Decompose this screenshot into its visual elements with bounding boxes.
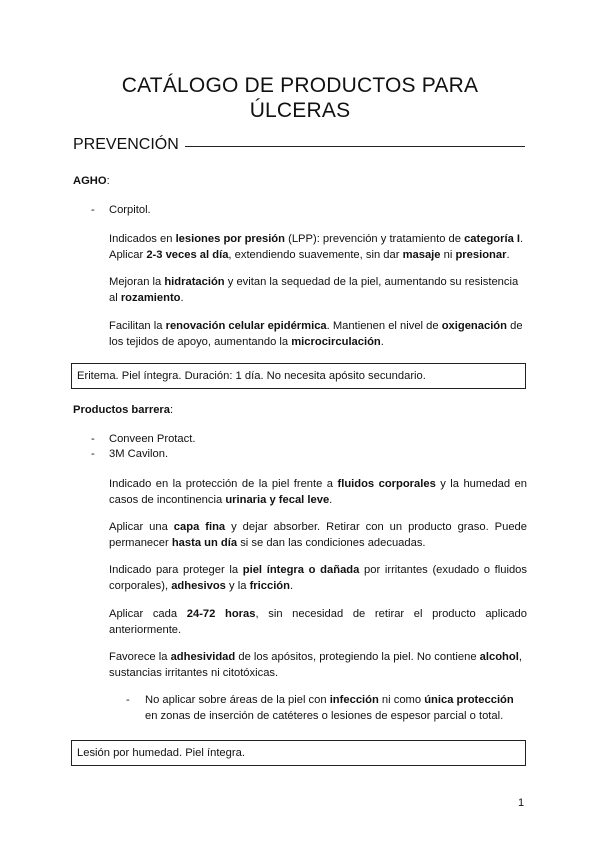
barrier-paragraph-3: Indicado para proteger la piel íntegra o dañada por irritantes (exudado o fluidos corporales), adhesivos y la fricción. bbox=[109, 564, 527, 592]
bullet-dash: - bbox=[91, 448, 95, 460]
barrier-item-cavilon: 3M Cavilon. bbox=[109, 448, 169, 460]
bullet-dash: - bbox=[91, 204, 95, 216]
barrier-warning: No aplicar sobre áreas de la piel con infección ni como única protección en zonas de inserción de catéteres o lesiones de espesor parcial o total. bbox=[145, 694, 514, 722]
section-heading-text: PREVENCIÓN bbox=[73, 136, 179, 153]
barrier-paragraph-5: Favorece la adhesividad de los apósitos, protegiendo la piel. No contiene alcohol, sustancias irritantes ni citotóxicas. bbox=[109, 651, 522, 679]
section-heading-prevencion bbox=[73, 136, 525, 154]
barrier-label: Productos barrera: bbox=[73, 404, 174, 416]
bullet-dash: - bbox=[91, 433, 95, 445]
barrier-paragraph-4: Aplicar cada 24-72 horas, sin necesidad de retirar el producto aplicado anteriormente. bbox=[109, 608, 527, 636]
agho-item-corpitol: Corpitol. bbox=[109, 204, 151, 216]
page-title bbox=[60, 73, 540, 123]
barrier-paragraph-2: Aplicar una capa fina y dejar absorber. Retirar con un producto graso. Puede permanecer hasta un día si se dan las condiciones adecuadas. bbox=[109, 521, 527, 549]
page-number: 1 bbox=[518, 797, 525, 809]
agho-summary-box: Eritema. Piel íntegra. Duración: 1 día. No necesita apósito secundario. bbox=[71, 363, 526, 389]
sub-bullet-dash: - bbox=[126, 694, 130, 706]
title-line-1: CATÁLOGO DE PRODUCTOS PARA bbox=[121, 74, 479, 97]
barrier-item-conveen: Conveen Protact. bbox=[109, 433, 196, 445]
agho-paragraph-3: Facilitan la renovación celular epidérmica. Mantienen el nivel de oxigenación de los tejidos de apoyo, aumentando la microcirculación. bbox=[109, 320, 523, 348]
agho-label: AGHO: bbox=[73, 175, 110, 187]
agho-paragraph-1: Indicados en lesiones por presión (LPP): prevención y tratamiento de categoría I. Aplicar 2-3 veces al día, extendiendo suavemente, sin dar masaje ni presionar. bbox=[109, 233, 524, 261]
title-line-2: ÚLCERAS bbox=[249, 99, 351, 122]
section-heading-rule bbox=[185, 146, 525, 147]
barrier-summary-box: Lesión por humedad. Piel íntegra. bbox=[71, 740, 526, 766]
agho-paragraph-2: Mejoran la hidratación y evitan la sequedad de la piel, aumentando su resistencia al rozamiento. bbox=[109, 276, 519, 304]
barrier-paragraph-1: Indicado en la protección de la piel frente a fluidos corporales y la humedad en casos de incontinencia urinaria y fecal leve. bbox=[109, 478, 527, 506]
